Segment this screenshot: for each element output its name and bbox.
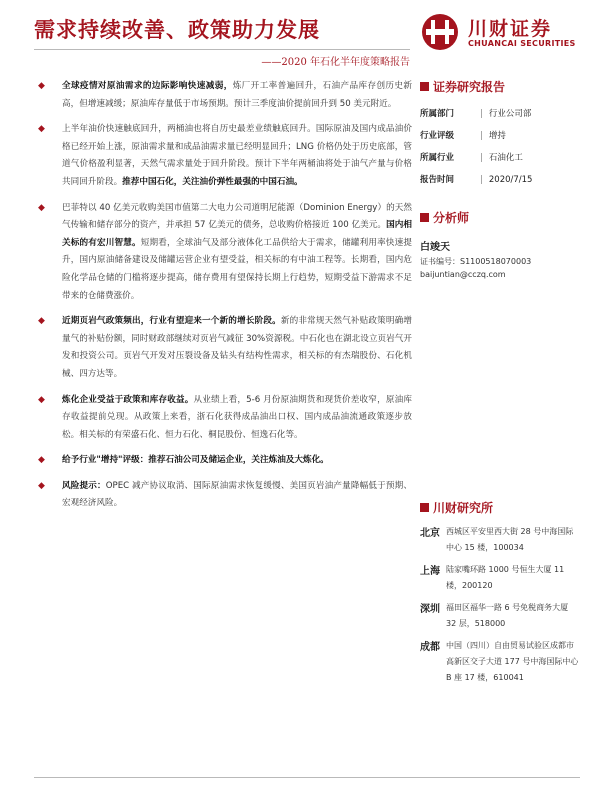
paragraph-lead: 全球疫情对原油需求的边际影响快速减弱，	[62, 81, 233, 91]
summary-paragraph	[34, 121, 412, 191]
summary-paragraph	[34, 392, 412, 445]
diamond-bullet-icon: ◆	[38, 124, 45, 135]
office-entry: 上海 陆家嘴环路 1000 号恒生大厦 11 楼，200120	[420, 565, 565, 590]
section-heading-institute: 川财研究所	[420, 499, 580, 516]
logo-text-en: CHUANCAI SECURITIES	[468, 39, 576, 48]
diamond-bullet-icon: ◆	[38, 480, 45, 491]
square-marker-icon	[420, 213, 429, 222]
info-row: 行业评级 | 增持	[420, 131, 506, 141]
office-entry: 北京 西城区平安里西大街 28 号中海国际中心 15 楼，100034	[420, 527, 574, 552]
paragraph-lead: 炼化企业受益于政策和库存收益。	[62, 394, 194, 405]
logo-text-cn: 川财证券	[468, 18, 553, 40]
company-logo	[420, 12, 580, 58]
diamond-bullet-icon: ◆	[38, 455, 45, 466]
info-row: 所属部门 | 行业公司部	[420, 109, 532, 119]
paragraph-text-tail: 短期看，全球油气及部分液体化工品供给大于需求，储罐利用率快速提升，国内原油储备建设及储罐运营企业有望受益，相关标的有中油工程等。长期看，国内危险化学品仓储的门槛将逐步提高，储存费用有望保持长期上行趋势，短期受益下游需求不足带来的仓储费涨价。	[62, 237, 412, 301]
header-divider	[34, 49, 410, 50]
info-row: 报告时间 | 2020/7/15	[420, 175, 533, 185]
chuancai-logo-icon	[420, 12, 460, 52]
office-entry: 成都 中国（四川）自由贸易试验区成都市高新区交子大道 177 号中海国际中心 B 座 17 楼，610041	[420, 641, 579, 682]
analyst-email[interactable]: baijuntian@cczq.com	[420, 270, 506, 279]
paragraph-emphasis: 国内相关标的有宏川智慧。	[62, 220, 412, 248]
summary-body	[34, 78, 412, 521]
section-heading-analyst: 分析师	[420, 209, 580, 226]
analyst-certificate: 证书编号：S1100518070003	[420, 257, 532, 266]
paragraph-text: 新的非常规天然气补贴政策明确增量气的补贴份额，同时财政部继续对页岩气减征 30%资源税。中石化也在湖北设立页岩气开发和投资公司。页岩气开发对压裂设备及钻头有结构性需求，相关标的有杰瑞股份、石化机械、四方达等。	[62, 316, 412, 379]
report-title: 需求持续改善、政策助力发展	[34, 17, 320, 42]
paragraph-lead: 给予行业"增持"评级：推荐石油公司及储运企业，关注炼油及大炼化。	[62, 455, 329, 466]
square-marker-icon	[420, 503, 429, 512]
summary-paragraph	[34, 78, 412, 113]
paragraph-text: 巴菲特以 40 亿美元收购美国市值第二大电力公司道明尼能源（Dominion Energy）的天然气传输和储存部分的资产，并承担 57 亿美元的债务，总收购价格接近 100 亿美元。	[62, 202, 412, 231]
paragraph-text: 炼厂开工率普遍回升，石油产品库存创历史新高，但增速减缓；原油库存量低于市场预期。预计三季度油价提前回升到 50 美元附近。	[62, 81, 412, 109]
sidebar	[420, 78, 580, 692]
diamond-bullet-icon: ◆	[38, 202, 45, 213]
paragraph-emphasis: 推荐中国石化，关注油价弹性最强的中国石油。	[122, 176, 303, 187]
square-marker-icon	[420, 82, 429, 91]
paragraph-text: 上半年油价快速触底回升，两桶油也将自历史最差业绩触底回升。国际原油及国内成品油价格已经开始上涨，原油需求量和成品油需求量已经明显回升；LNG 价格仍处于历史底部，管道气价格盈利显著，天然气需求量处于回升阶段。预计下半年两桶油将处于油气产量与价格共同回升阶段。	[62, 124, 412, 187]
diamond-bullet-icon: ◆	[38, 81, 45, 91]
analyst-name: 白竣天	[420, 242, 450, 253]
footer-divider	[34, 777, 580, 778]
diamond-bullet-icon: ◆	[38, 316, 45, 327]
summary-paragraph	[34, 200, 412, 306]
office-entry: 深圳 福田区福华一路 6 号免税商务大厦 32 层，518000	[420, 603, 569, 628]
paragraph-lead: 风险提示：	[62, 480, 106, 491]
diamond-bullet-icon: ◆	[38, 394, 45, 405]
paragraph-text: OPEC 减产协议取消、国际原油需求恢复缓慢、美国页岩油产量降幅低于预期、宏观经济风险。	[62, 480, 412, 509]
summary-paragraph	[34, 313, 412, 383]
paragraph-lead: 近期页岩气政策频出，行业有望迎来一个新的增长阶段。	[62, 316, 281, 327]
info-row: 所属行业 | 石油化工	[420, 153, 523, 163]
report-subtitle: ——2020 年石化半年度策略报告	[261, 57, 410, 68]
summary-paragraph	[34, 452, 412, 470]
section-heading-report: 证券研究报告	[420, 78, 580, 95]
paragraph-text: 从业绩上看，5-6 月份原油期货和现货价差收窄，原油库存收益提前兑现。从政策上来看，浙石化获得成品油出口权、国内成品油流通政策逐步放松。相关标的有荣盛石化、恒力石化、桐昆股份、恒逸石化等。	[62, 394, 412, 440]
summary-paragraph	[34, 478, 412, 513]
